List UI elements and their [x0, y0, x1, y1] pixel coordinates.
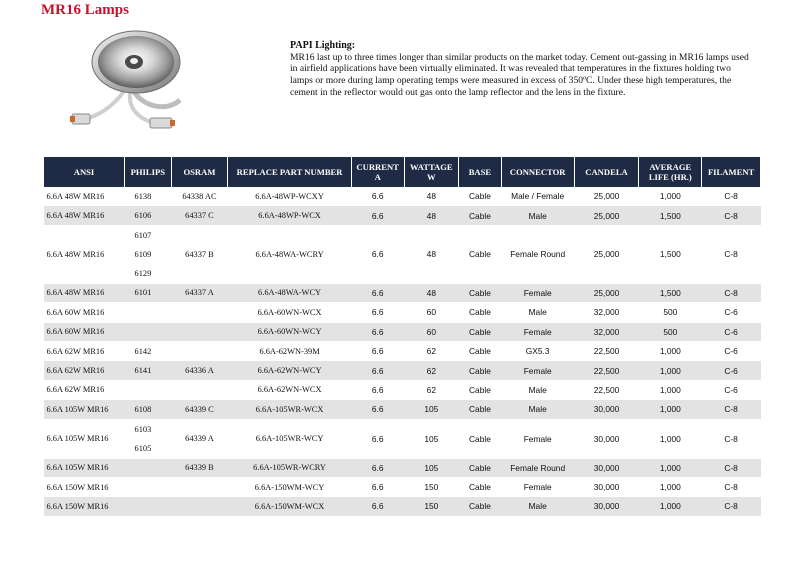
cell-wattage: 48	[404, 283, 459, 302]
cell-candela: 32,000	[574, 322, 639, 341]
cell-current: 6.6	[351, 497, 404, 516]
philips-number: 6109	[134, 249, 152, 259]
cell-filament: C-8	[702, 283, 761, 302]
cell-average-life: 1,000	[639, 477, 702, 496]
cell-ansi: 6.6A 62W MR16	[44, 341, 125, 360]
cell-filament: C-6	[702, 322, 761, 341]
cell-part-number: 6.6A-150WM-WCX	[228, 497, 352, 516]
cell-osram: 64337 C	[171, 206, 228, 225]
cell-average-life: 1,000	[639, 458, 702, 477]
cell-philips: 6108	[125, 400, 172, 419]
cell-part-number: 6.6A-48WA-WCY	[228, 283, 352, 302]
cell-candela: 30,000	[574, 419, 639, 458]
cell-base: Cable	[459, 419, 502, 458]
col-header-filament: FILAMENT	[702, 157, 761, 187]
papi-description: MR16 last up to three times longer than similar products on the market today. Cement out-gassing in MR16 lamps used in airfield applications have been virtually eliminated. It was revealed that temperatures in the fixtures holding two lamps or more during lamp operating temps were measured in excess of 350ºC. Under these high temperatures, the cement in the reflector would out gas onto the lamp reflector and the lens in the fixture.	[290, 51, 749, 98]
cell-philips	[125, 477, 172, 496]
cell-connector: Female	[501, 361, 574, 380]
cell-philips: 6106	[125, 206, 172, 225]
cell-base: Cable	[459, 380, 502, 399]
col-header-candela: CANDELA	[574, 157, 639, 187]
cell-part-number: 6.6A-48WP-WCX	[228, 206, 352, 225]
cell-candela: 30,000	[574, 458, 639, 477]
cell-candela: 32,000	[574, 303, 639, 322]
cell-connector: Male / Female	[501, 187, 574, 206]
cell-part-number: 6.6A-60WN-WCX	[228, 303, 352, 322]
papi-heading: PAPI Lighting:	[290, 40, 356, 51]
philips-number: 6129	[134, 268, 152, 278]
cell-ansi: 6.6A 150W MR16	[44, 477, 125, 496]
cell-average-life: 500	[639, 322, 702, 341]
table-row	[44, 322, 761, 341]
cell-osram: 64339 A	[171, 419, 228, 458]
col-header-osram: OSRAM	[171, 157, 228, 187]
cell-average-life: 1,000	[639, 380, 702, 399]
cell-filament: C-8	[702, 206, 761, 225]
cell-filament: C-8	[702, 458, 761, 477]
cell-current: 6.6	[351, 361, 404, 380]
page-title: MR16 Lamps	[41, 2, 129, 18]
cell-philips	[125, 225, 172, 283]
cell-candela: 30,000	[574, 400, 639, 419]
cell-average-life: 1,000	[639, 497, 702, 516]
cell-wattage: 60	[404, 322, 459, 341]
cell-wattage: 150	[404, 497, 459, 516]
cell-wattage: 62	[404, 361, 459, 380]
cell-current: 6.6	[351, 206, 404, 225]
philips-number: 6103	[134, 424, 152, 434]
cell-wattage: 105	[404, 419, 459, 458]
cell-current: 6.6	[351, 380, 404, 399]
cell-base: Cable	[459, 497, 502, 516]
table-row	[44, 206, 761, 225]
cell-current: 6.6	[351, 322, 404, 341]
cell-candela: 25,000	[574, 225, 639, 283]
cell-philips: 6101	[125, 283, 172, 302]
cell-osram	[171, 322, 228, 341]
cell-part-number: 6.6A-105WR-WCX	[228, 400, 352, 419]
cell-base: Cable	[459, 187, 502, 206]
cell-filament: C-8	[702, 187, 761, 206]
cell-connector: Male	[501, 303, 574, 322]
cell-current: 6.6	[351, 187, 404, 206]
cell-average-life: 1,000	[639, 187, 702, 206]
table-row	[44, 458, 761, 477]
cell-ansi: 6.6A 105W MR16	[44, 458, 125, 477]
cell-philips	[125, 419, 172, 458]
cell-osram: 64337 B	[171, 225, 228, 283]
cell-philips: 6141	[125, 361, 172, 380]
cell-part-number: 6.6A-60WN-WCY	[228, 322, 352, 341]
col-header-base: BASE	[459, 157, 502, 187]
cell-ansi: 6.6A 150W MR16	[44, 497, 125, 516]
cell-osram	[171, 341, 228, 360]
cell-current: 6.6	[351, 458, 404, 477]
col-header-ansi: ANSI	[44, 157, 125, 187]
cell-osram: 64339 B	[171, 458, 228, 477]
cell-wattage: 105	[404, 400, 459, 419]
cell-average-life: 1,000	[639, 361, 702, 380]
table-row	[44, 341, 761, 360]
cell-candela: 22,500	[574, 361, 639, 380]
cell-current: 6.6	[351, 283, 404, 302]
table-row	[44, 497, 761, 516]
cell-connector: Female	[501, 283, 574, 302]
cell-philips: 6142	[125, 341, 172, 360]
cell-connector: Female	[501, 322, 574, 341]
papi-lighting-section	[290, 40, 750, 99]
cell-current: 6.6	[351, 419, 404, 458]
mr16-lamp-table	[43, 157, 761, 517]
cell-average-life: 1,000	[639, 400, 702, 419]
cell-part-number: 6.6A-62WN-WCY	[228, 361, 352, 380]
cell-part-number: 6.6A-62WN-WCX	[228, 380, 352, 399]
cell-philips: 6138	[125, 187, 172, 206]
cell-osram	[171, 477, 228, 496]
cell-base: Cable	[459, 206, 502, 225]
cell-wattage: 48	[404, 187, 459, 206]
cell-connector: Male	[501, 206, 574, 225]
cell-base: Cable	[459, 322, 502, 341]
cell-ansi: 6.6A 62W MR16	[44, 380, 125, 399]
cell-base: Cable	[459, 225, 502, 283]
cell-current: 6.6	[351, 225, 404, 283]
cell-base: Cable	[459, 400, 502, 419]
cell-wattage: 150	[404, 477, 459, 496]
table-header-row	[44, 157, 761, 187]
cell-candela: 22,500	[574, 341, 639, 360]
cell-part-number: 6.6A-105WR-WCY	[228, 419, 352, 458]
cell-filament: C-8	[702, 225, 761, 283]
cell-osram: 64338 AC	[171, 187, 228, 206]
cell-connector: GX5.3	[501, 341, 574, 360]
philips-number: 6105	[134, 443, 152, 453]
cell-connector: Female Round	[501, 225, 574, 283]
cell-osram	[171, 380, 228, 399]
cell-wattage: 60	[404, 303, 459, 322]
cell-current: 6.6	[351, 303, 404, 322]
cell-philips	[125, 497, 172, 516]
cell-ansi: 6.6A 60W MR16	[44, 303, 125, 322]
cell-part-number: 6.6A-105WR-WCRY	[228, 458, 352, 477]
cell-candela: 25,000	[574, 206, 639, 225]
table-row	[44, 477, 761, 496]
cell-osram	[171, 303, 228, 322]
cell-average-life: 500	[639, 303, 702, 322]
cell-current: 6.6	[351, 400, 404, 419]
cell-ansi: 6.6A 48W MR16	[44, 187, 125, 206]
cell-philips	[125, 458, 172, 477]
cell-connector: Male	[501, 400, 574, 419]
col-header-average-life: AVERAGE LIFE (HR.)	[639, 157, 702, 187]
cell-average-life: 1,500	[639, 206, 702, 225]
cell-wattage: 62	[404, 341, 459, 360]
cell-part-number: 6.6A-62WN-39M	[228, 341, 352, 360]
cell-average-life: 1,500	[639, 283, 702, 302]
cell-base: Cable	[459, 458, 502, 477]
cell-filament: C-6	[702, 361, 761, 380]
cell-base: Cable	[459, 477, 502, 496]
cell-connector: Female	[501, 477, 574, 496]
table-row	[44, 380, 761, 399]
cell-candela: 25,000	[574, 187, 639, 206]
col-header-wattage: WATTAGE W	[404, 157, 459, 187]
cell-wattage: 48	[404, 225, 459, 283]
cell-base: Cable	[459, 303, 502, 322]
cell-connector: Female	[501, 419, 574, 458]
table-row	[44, 187, 761, 206]
cell-candela: 30,000	[574, 497, 639, 516]
cell-wattage: 48	[404, 206, 459, 225]
cell-filament: C-6	[702, 380, 761, 399]
cell-osram: 64339 C	[171, 400, 228, 419]
cell-wattage: 62	[404, 380, 459, 399]
cell-connector: Male	[501, 380, 574, 399]
cell-filament: C-8	[702, 419, 761, 458]
col-header-connector: CONNECTOR	[501, 157, 574, 187]
table-row	[44, 283, 761, 302]
cell-candela: 22,500	[574, 380, 639, 399]
table-row	[44, 225, 761, 283]
cell-filament: C-8	[702, 477, 761, 496]
cell-philips	[125, 380, 172, 399]
cell-ansi: 6.6A 48W MR16	[44, 225, 125, 283]
cell-ansi: 6.6A 105W MR16	[44, 400, 125, 419]
cell-philips	[125, 322, 172, 341]
table-row	[44, 400, 761, 419]
cell-candela: 25,000	[574, 283, 639, 302]
cell-average-life: 1,000	[639, 341, 702, 360]
cell-base: Cable	[459, 361, 502, 380]
col-header-current: CURRENT A	[351, 157, 404, 187]
cell-osram	[171, 497, 228, 516]
philips-number: 6107	[134, 230, 152, 240]
cell-base: Cable	[459, 341, 502, 360]
cell-ansi: 6.6A 105W MR16	[44, 419, 125, 458]
table-row	[44, 303, 761, 322]
cell-candela: 30,000	[574, 477, 639, 496]
cell-filament: C-6	[702, 341, 761, 360]
cell-average-life: 1,000	[639, 419, 702, 458]
cell-filament: C-8	[702, 497, 761, 516]
cell-filament: C-6	[702, 303, 761, 322]
col-header-replace-part-number: REPLACE PART NUMBER	[228, 157, 352, 187]
cell-current: 6.6	[351, 341, 404, 360]
cell-part-number: 6.6A-48WP-WCXY	[228, 187, 352, 206]
cell-wattage: 105	[404, 458, 459, 477]
cell-ansi: 6.6A 62W MR16	[44, 361, 125, 380]
cell-osram: 64336 A	[171, 361, 228, 380]
cell-part-number: 6.6A-150WM-WCY	[228, 477, 352, 496]
cell-connector: Female Round	[501, 458, 574, 477]
cell-filament: C-8	[702, 400, 761, 419]
table-row	[44, 361, 761, 380]
cell-ansi: 6.6A 48W MR16	[44, 283, 125, 302]
cell-connector: Male	[501, 497, 574, 516]
cell-part-number: 6.6A-48WA-WCRY	[228, 225, 352, 283]
cell-average-life: 1,500	[639, 225, 702, 283]
lamp-image	[70, 28, 210, 146]
table-row	[44, 419, 761, 458]
cell-philips	[125, 303, 172, 322]
cell-ansi: 6.6A 60W MR16	[44, 322, 125, 341]
cell-ansi: 6.6A 48W MR16	[44, 206, 125, 225]
col-header-philips: PHILIPS	[125, 157, 172, 187]
cell-current: 6.6	[351, 477, 404, 496]
cell-base: Cable	[459, 283, 502, 302]
cell-osram: 64337 A	[171, 283, 228, 302]
